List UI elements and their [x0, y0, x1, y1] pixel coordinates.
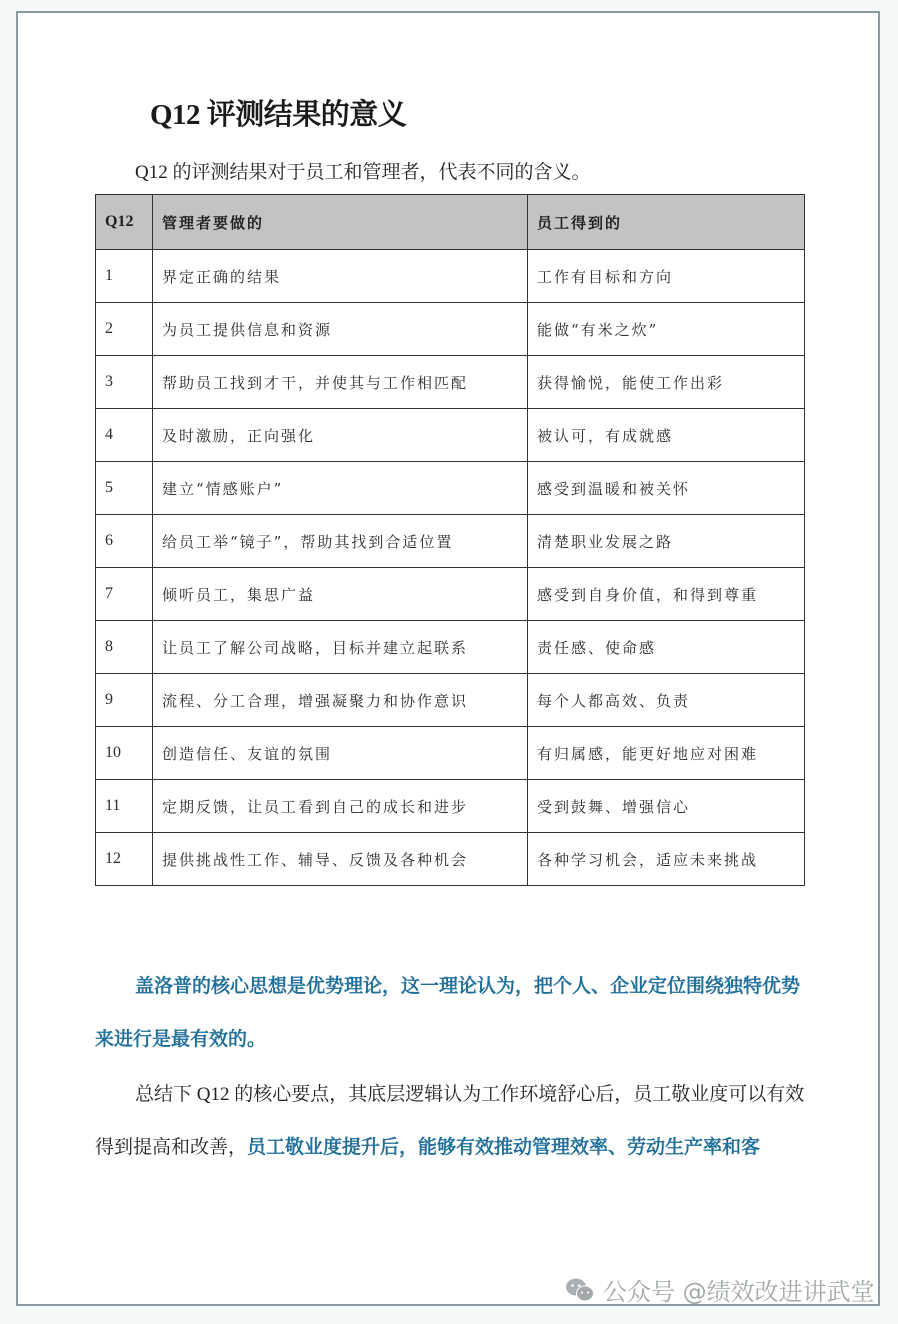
table-row — [96, 568, 805, 621]
cell-num: 11 — [96, 780, 153, 833]
summary-highlight-text: 员工敬业度提升后，能够有效推动管理效率、劳动生产率和客 — [247, 1137, 761, 1158]
cell-manager: 倾听员工，集思广益 — [153, 568, 528, 621]
cell-manager: 给员工举“镜子”，帮助其找到合适位置 — [153, 515, 528, 568]
table-row — [96, 250, 805, 303]
cell-num: 6 — [96, 515, 153, 568]
gallup-core-paragraph: 盖洛普的核心思想是优势理论，这一理论认为，把个人、企业定位围绕独特优势来进行是最有效的。 — [95, 976, 801, 1050]
summary-paragraph — [95, 1068, 807, 1174]
cell-manager: 流程、分工合理，增强凝聚力和协作意识 — [153, 674, 528, 727]
table-row — [96, 833, 805, 886]
cell-employee: 获得愉悦，能使工作出彩 — [528, 356, 805, 409]
table-row — [96, 727, 805, 780]
cell-employee: 清楚职业发展之路 — [528, 515, 805, 568]
cell-employee: 感受到温暖和被关怀 — [528, 462, 805, 515]
table-row — [96, 780, 805, 833]
header-q12: Q12 — [96, 195, 153, 250]
cell-employee: 责任感、使命感 — [528, 621, 805, 674]
summary-plain-text: 总结下 Q12 的核心要点，其底层逻辑认为工作环境舒心后，员工敬业度可以有效得到提高和改善， — [95, 1084, 805, 1158]
table-row — [96, 515, 805, 568]
cell-manager: 定期反馈，让员工看到自己的成长和进步 — [153, 780, 528, 833]
table-row — [96, 356, 805, 409]
cell-employee: 有归属感，能更好地应对困难 — [528, 727, 805, 780]
cell-manager: 让员工了解公司战略，目标并建立起联系 — [153, 621, 528, 674]
cell-num: 12 — [96, 833, 153, 886]
cell-employee: 工作有目标和方向 — [528, 250, 805, 303]
cell-num: 7 — [96, 568, 153, 621]
wechat-icon — [565, 1277, 595, 1303]
cell-manager: 创造信任、友谊的氛围 — [153, 727, 528, 780]
cell-manager: 及时激励，正向强化 — [153, 409, 528, 462]
table-row — [96, 303, 805, 356]
table-row — [96, 409, 805, 462]
intro-text: Q12 的评测结果对于员工和管理者，代表不同的含义。 — [135, 162, 591, 183]
cell-manager: 建立“情感账户” — [153, 462, 528, 515]
cell-manager: 为员工提供信息和资源 — [153, 303, 528, 356]
cell-employee: 受到鼓舞、增强信心 — [528, 780, 805, 833]
table-header-row — [96, 195, 805, 250]
cell-num: 3 — [96, 356, 153, 409]
header-manager: 管理者要做的 — [153, 195, 528, 250]
table-row — [96, 621, 805, 674]
cell-num: 2 — [96, 303, 153, 356]
cell-employee: 能做“有米之炊” — [528, 303, 805, 356]
cell-employee: 各种学习机会，适应未来挑战 — [528, 833, 805, 886]
table-row — [96, 462, 805, 515]
cell-num: 4 — [96, 409, 153, 462]
watermark — [565, 1272, 875, 1307]
cell-num: 8 — [96, 621, 153, 674]
cell-employee: 感受到自身价值，和得到尊重 — [528, 568, 805, 621]
cell-manager: 帮助员工找到才干，并使其与工作相匹配 — [153, 356, 528, 409]
cell-employee: 每个人都高效、负责 — [528, 674, 805, 727]
cell-num: 5 — [96, 462, 153, 515]
table-row — [96, 674, 805, 727]
cell-num: 1 — [96, 250, 153, 303]
page-title: Q12 评测结果的意义 — [150, 99, 407, 131]
watermark-text: 公众号 @绩效改进讲武堂 — [603, 1278, 875, 1306]
cell-manager: 提供挑战性工作、辅导、反馈及各种机会 — [153, 833, 528, 886]
header-employee: 员工得到的 — [528, 195, 805, 250]
cell-manager: 界定正确的结果 — [153, 250, 528, 303]
cell-num: 10 — [96, 727, 153, 780]
cell-num: 9 — [96, 674, 153, 727]
q12-table — [95, 194, 805, 886]
cell-employee: 被认可，有成就感 — [528, 409, 805, 462]
